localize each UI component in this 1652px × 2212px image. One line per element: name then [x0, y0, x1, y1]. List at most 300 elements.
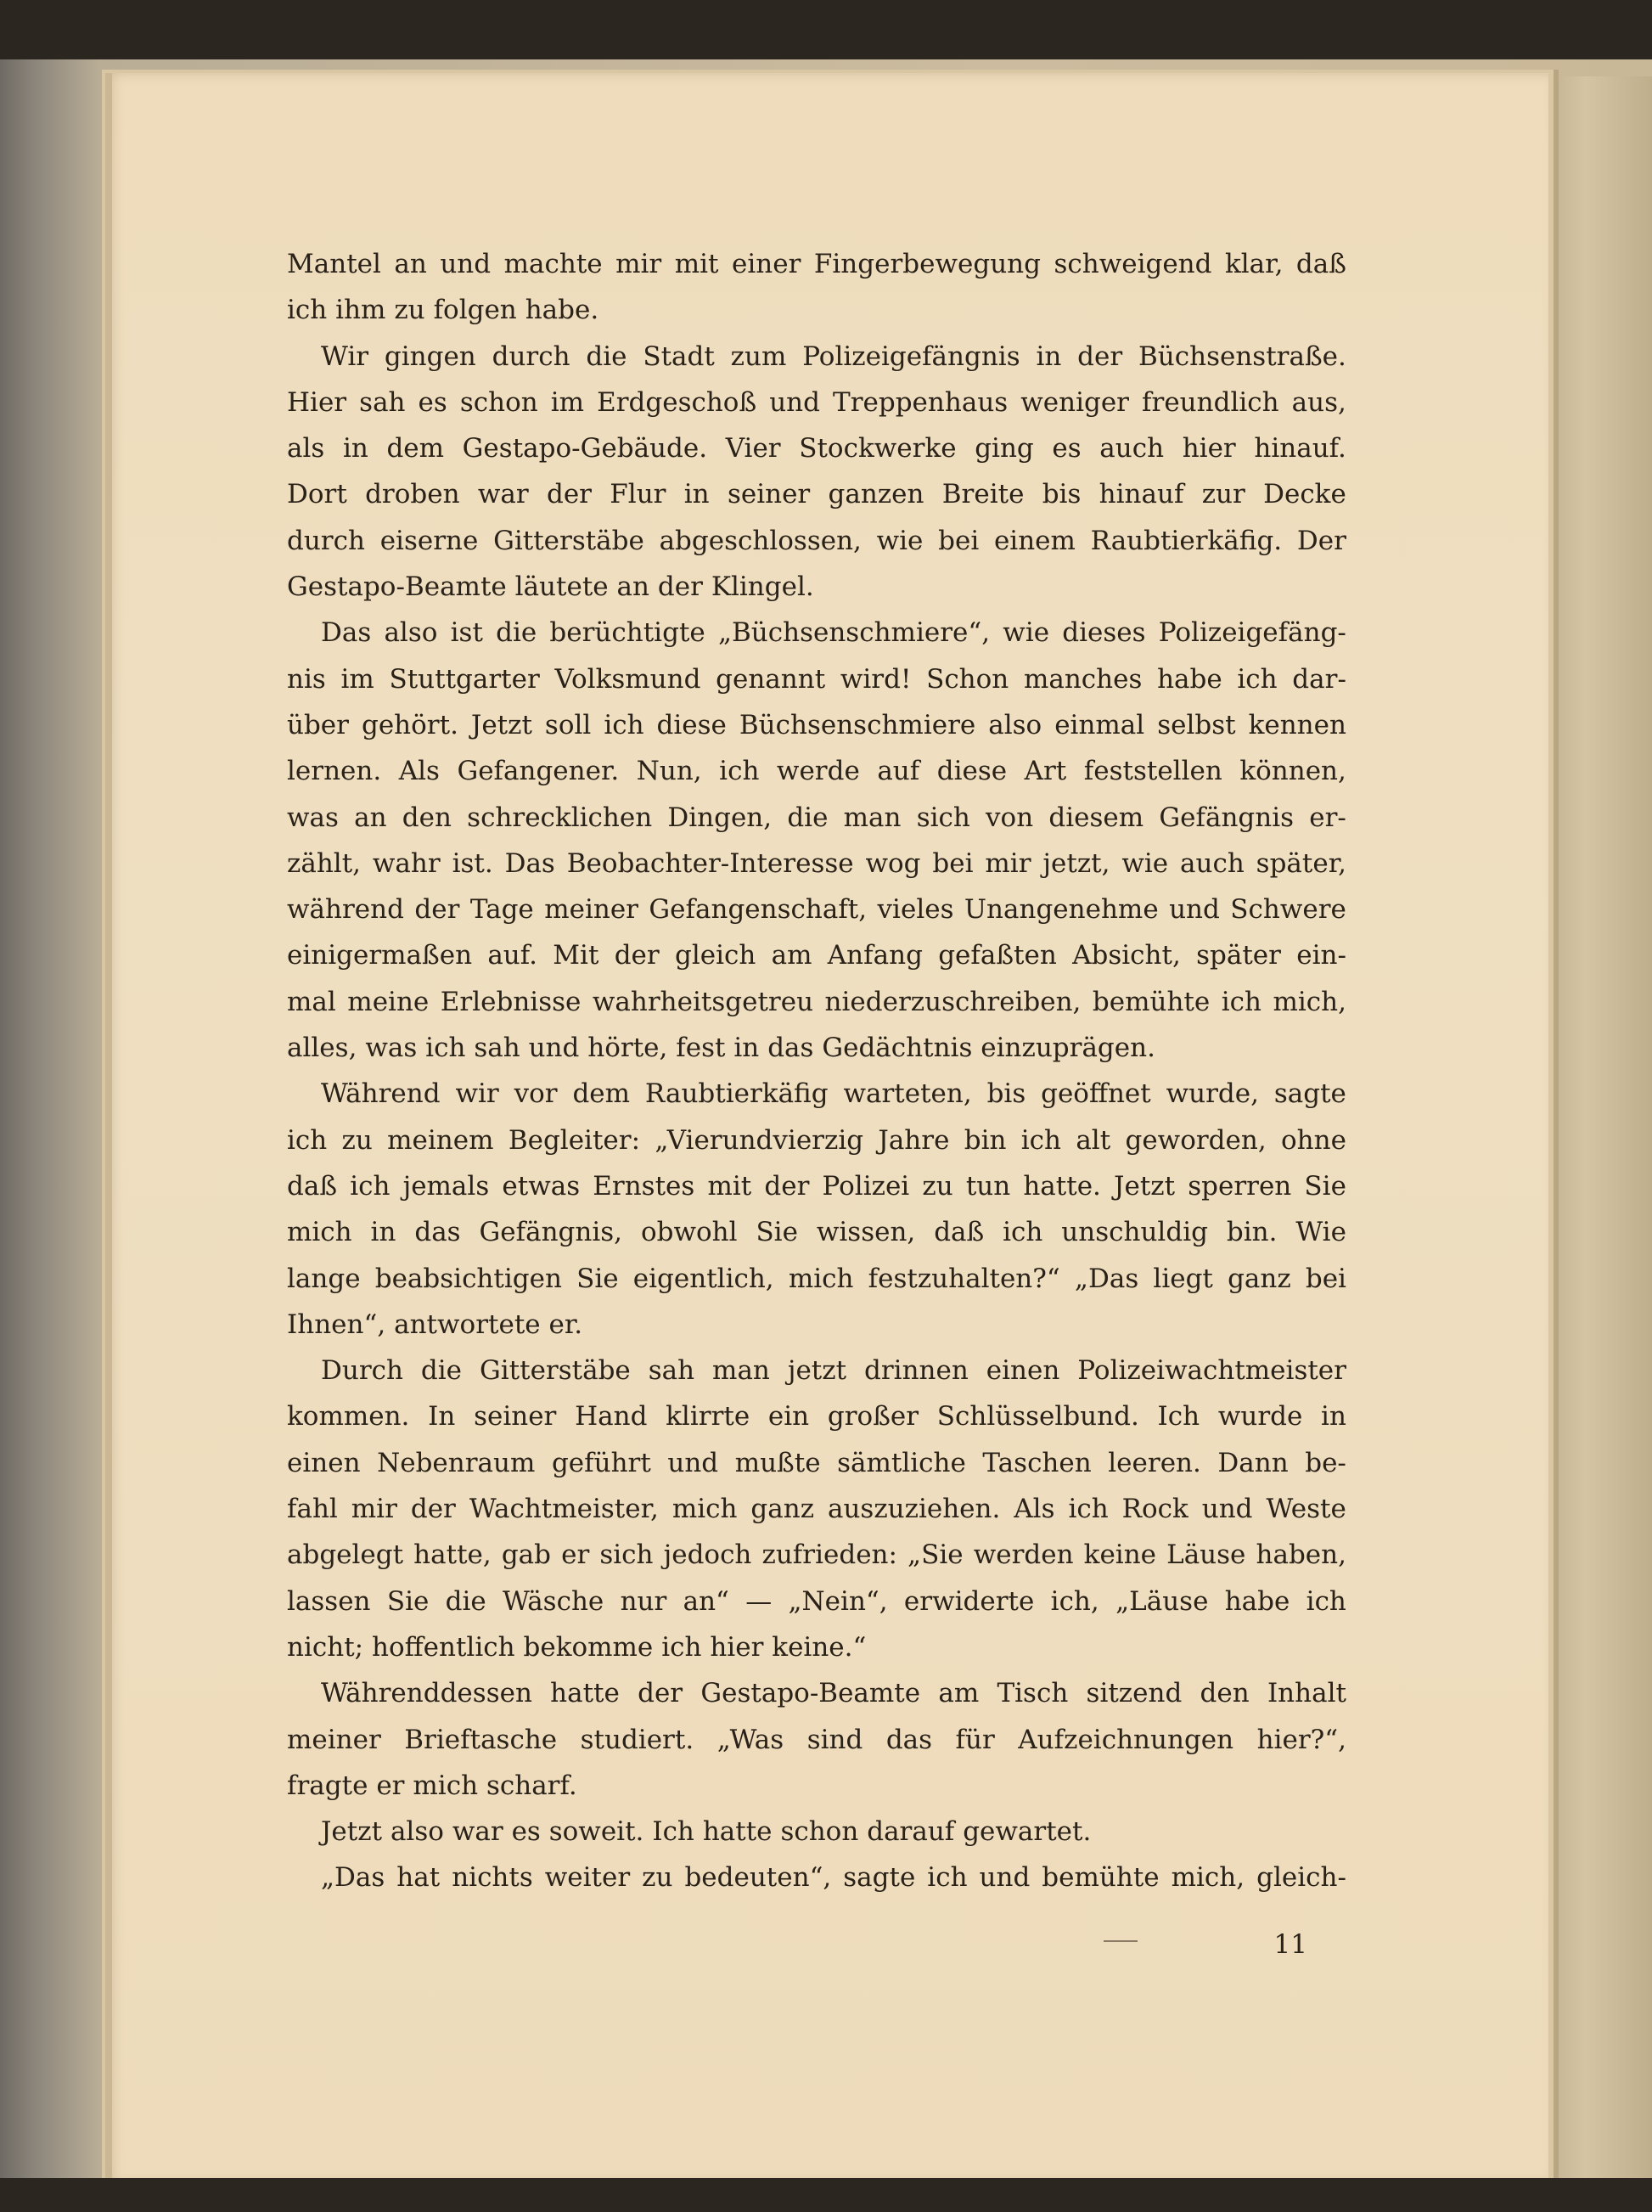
word: der [546, 479, 592, 510]
word: klar, [1224, 249, 1284, 279]
word: sagte [843, 1862, 916, 1894]
word: wird! [840, 663, 912, 695]
word: Erlebnisse [440, 986, 582, 1017]
text-line [287, 748, 1346, 794]
word: selbst [1157, 709, 1236, 740]
word: jetzt, [1042, 847, 1110, 879]
word: Mit [553, 940, 599, 971]
word: dieses [1062, 617, 1146, 649]
word: einzuprägen. [981, 1033, 1155, 1064]
word: es [1052, 433, 1082, 464]
word: Tisch [997, 1678, 1069, 1709]
word: bis [986, 1078, 1026, 1110]
text-line [287, 471, 1346, 517]
word: hat [396, 1862, 441, 1894]
text-line [287, 841, 1346, 886]
word: ganzen [828, 479, 924, 510]
word: dar- [1292, 663, 1346, 695]
word: Beobachter-Interesse [566, 847, 854, 879]
word: für [955, 1724, 995, 1755]
word: feststellen [1083, 756, 1222, 787]
word: wie [1121, 847, 1169, 879]
text-line [287, 1809, 1346, 1855]
word: fragte [287, 1770, 368, 1801]
word: soweit. [548, 1816, 644, 1848]
text-line [287, 795, 1346, 841]
word: ich [1221, 986, 1261, 1017]
word: einmal [1054, 709, 1145, 740]
word: fest [676, 1033, 726, 1064]
word: scharf. [486, 1770, 577, 1801]
word: weiter [544, 1862, 631, 1894]
word: keine [1083, 1539, 1157, 1571]
word: Erdgeschoß [597, 386, 757, 418]
word: am [938, 1678, 980, 1709]
word: schrecklichen [467, 802, 653, 833]
text-line [287, 1670, 1346, 1716]
word: tun [965, 1170, 1011, 1202]
word: geführt [551, 1447, 651, 1478]
word: durch [287, 525, 365, 556]
word: gab [501, 1539, 551, 1571]
word: Währenddessen [321, 1678, 532, 1709]
word: bei [932, 847, 974, 879]
word: Büchsenschmiere [739, 709, 976, 740]
word: Als [1014, 1494, 1055, 1525]
word: man [843, 802, 902, 833]
word: hörte, [587, 1033, 668, 1064]
word: Gedächtnis [822, 1033, 973, 1064]
word: er- [1309, 802, 1346, 833]
word: hoffentlich [372, 1631, 515, 1663]
word: Schon [926, 663, 1009, 695]
page-number: 11 [1273, 1929, 1307, 1960]
word: später [1196, 940, 1281, 971]
word: hinauf. [1254, 433, 1346, 464]
word: Wäsche [503, 1585, 604, 1617]
word: zu [341, 1124, 373, 1156]
word: wog [865, 847, 921, 879]
text-line [287, 564, 1346, 610]
word: Breite [941, 479, 1025, 510]
word: haben, [1256, 1539, 1346, 1571]
word: „Vierundvierzig [655, 1124, 864, 1156]
word: einer [732, 249, 801, 279]
word: und [528, 1033, 580, 1064]
word: der [1077, 341, 1123, 372]
word: hier [1182, 433, 1236, 464]
word: die [420, 1355, 463, 1387]
word: Durch [321, 1355, 403, 1387]
body-text [287, 241, 1346, 1901]
word: was [287, 802, 339, 833]
word: zu [394, 295, 425, 326]
word: sah [474, 1033, 520, 1064]
word: hatte [550, 1678, 620, 1709]
word: Als [398, 756, 440, 787]
word: etwas [502, 1170, 581, 1202]
word: gingen [384, 341, 476, 372]
word: — [745, 1585, 773, 1617]
word: Gefangenschaft, [649, 894, 868, 926]
word: Gefängnis [1159, 802, 1295, 833]
word: es [418, 386, 447, 418]
word: dem [386, 433, 445, 464]
word: bemühte [1092, 986, 1211, 1017]
word: unschuldig [1061, 1217, 1208, 1248]
word: Der [1296, 525, 1346, 556]
word: Hier [287, 386, 347, 418]
word: Gitterstäbe [493, 525, 644, 556]
word: diese [656, 709, 727, 740]
word: zum [730, 341, 787, 372]
word: Jetzt [1114, 1170, 1176, 1202]
word: an“ [683, 1585, 729, 1617]
text-line [287, 1717, 1346, 1763]
word: gefaßten [938, 940, 1057, 971]
word: den [402, 802, 452, 833]
word: leeren. [1108, 1447, 1201, 1478]
word: Jetzt [321, 1816, 383, 1848]
word: sagte [1273, 1078, 1346, 1110]
word: diesem [1048, 802, 1144, 833]
word: habe [1224, 1585, 1290, 1617]
word: ich [1306, 1585, 1346, 1617]
word: freundlich [1142, 386, 1279, 418]
word: bekomme [523, 1631, 654, 1663]
word: Polizeigefäng- [1158, 617, 1346, 649]
word: bis [1042, 479, 1082, 510]
word: habe. [525, 295, 599, 326]
word: ich [927, 1862, 968, 1894]
word: und [1169, 894, 1220, 926]
word: und [440, 249, 492, 279]
word: vieles [877, 894, 954, 926]
word: im [340, 663, 374, 695]
text-line [287, 1624, 1346, 1670]
word: ich [425, 1033, 466, 1064]
word: schweigend [1054, 249, 1212, 279]
word: das [767, 1033, 814, 1064]
word: ist. [452, 847, 493, 879]
word: an [354, 802, 387, 833]
word: also [988, 709, 1042, 740]
word: sind [806, 1724, 863, 1755]
page-gutter [105, 73, 112, 2183]
word: aus, [1291, 386, 1346, 418]
word: werden [973, 1539, 1074, 1571]
word: der [764, 1170, 810, 1202]
word: Jetzt [470, 709, 532, 740]
word: droben [365, 479, 460, 510]
word: daß [1295, 249, 1346, 279]
word: wurde [1217, 1401, 1303, 1432]
word: zu [922, 1170, 953, 1202]
word: kommen. [287, 1401, 410, 1432]
word: zufrieden: [761, 1539, 897, 1571]
text-line [287, 1532, 1346, 1578]
word: ihm [335, 295, 386, 326]
word: Aufzeichnungen [1018, 1724, 1234, 1755]
word: vor [514, 1078, 558, 1110]
word: die [586, 341, 627, 372]
word: mich [671, 1494, 738, 1525]
word: Flur [610, 479, 666, 510]
word: ich [1003, 1217, 1043, 1248]
text-line [287, 1393, 1346, 1439]
word: der [638, 1678, 683, 1709]
word: sitzend [1086, 1678, 1183, 1709]
word: eigentlich, [632, 1263, 774, 1294]
word: ein- [1296, 940, 1346, 971]
word: im [550, 386, 585, 418]
text-line [287, 1025, 1346, 1071]
word: war [452, 1816, 503, 1848]
text-line [287, 932, 1346, 978]
text-line [287, 1579, 1346, 1624]
text-line [287, 518, 1346, 564]
word: bei [938, 525, 980, 556]
word: sah [648, 1355, 695, 1387]
word: meiner [544, 894, 638, 926]
text-line [287, 1348, 1346, 1393]
word: Wie [1295, 1217, 1346, 1248]
word: bin [964, 1124, 1007, 1156]
text-line [287, 1071, 1346, 1117]
word: Stadt [643, 341, 715, 372]
word: Polizei [822, 1170, 910, 1202]
word: also [384, 617, 438, 649]
word: erwiderte [903, 1585, 1035, 1617]
word: in [733, 1033, 760, 1064]
word: ganz [750, 1494, 815, 1525]
word: mir [985, 847, 1031, 879]
text-line [287, 1209, 1346, 1255]
word: mir [615, 249, 662, 279]
word: „Das [1074, 1263, 1139, 1294]
word: schon [780, 1816, 859, 1848]
word: „Das [321, 1862, 385, 1894]
word: am [771, 940, 812, 971]
text-line [287, 425, 1346, 471]
word: „Nein“, [788, 1585, 888, 1617]
word: „Läuse [1115, 1585, 1209, 1617]
word: der [414, 894, 460, 926]
word: Wachtmeister, [469, 1494, 659, 1525]
word: wurde, [1166, 1078, 1259, 1110]
word: einen [287, 1447, 361, 1478]
word: Schwere [1230, 894, 1346, 926]
word: Polizeiwachtmeister [1077, 1355, 1346, 1387]
word: hier?“, [1256, 1724, 1346, 1755]
word: einem [993, 525, 1076, 556]
word: dem [572, 1078, 631, 1110]
text-line [287, 886, 1346, 932]
word: obwohl [640, 1217, 738, 1248]
word: ich [1020, 1124, 1062, 1156]
word: ich [350, 1170, 391, 1202]
word: meine [347, 986, 430, 1017]
word: niederzuschreiben, [824, 986, 1082, 1017]
word: Sie [1304, 1170, 1346, 1202]
word: und [979, 1862, 1031, 1894]
word: mußte [734, 1447, 821, 1478]
text-line [287, 287, 1346, 333]
text-line [287, 1117, 1346, 1163]
scan-background-bottom [0, 2178, 1652, 2212]
word: bin. [1226, 1217, 1278, 1248]
word: „Was [716, 1724, 784, 1755]
word: was [365, 1033, 418, 1064]
word: Gitterstäbe [479, 1355, 631, 1387]
word: mich [287, 1217, 352, 1248]
text-line [287, 702, 1346, 748]
word: Decke [1263, 479, 1346, 510]
word: Absicht, [1072, 940, 1181, 971]
word: ganz [1228, 1263, 1291, 1294]
word: Ich [1157, 1401, 1200, 1432]
word: daß [287, 1170, 338, 1202]
word: geöffnet [1041, 1078, 1151, 1110]
word: bei [1305, 1263, 1346, 1294]
word: sperren [1188, 1170, 1292, 1202]
text-line [287, 1486, 1346, 1532]
word: Treppenhaus [833, 386, 1009, 418]
word: ich [287, 1124, 328, 1156]
word: In [428, 1401, 456, 1432]
word: wie [1003, 617, 1050, 649]
word: abgelegt [287, 1539, 404, 1571]
text-line [287, 979, 1346, 1025]
word: diese [936, 756, 1008, 787]
word: einen [986, 1355, 1060, 1387]
word: liegt [1153, 1263, 1213, 1294]
word: ich [1237, 663, 1278, 695]
word: ich [661, 1631, 702, 1663]
word: Sie [386, 1585, 430, 1617]
word: Das [321, 617, 372, 649]
word: jedoch [663, 1539, 752, 1571]
word: meiner [287, 1724, 381, 1755]
word: warteten, [843, 1078, 972, 1110]
word: die [496, 617, 537, 649]
word: war [477, 479, 529, 510]
word: also [390, 1816, 444, 1848]
text-line [287, 380, 1346, 425]
word: hatte [702, 1816, 773, 1848]
word: sich [599, 1539, 654, 1571]
word: seiner [727, 479, 811, 510]
word: Schlüsselbund. [936, 1401, 1139, 1432]
word: schon [459, 386, 538, 418]
word: folgen [433, 295, 517, 326]
word: fahl [287, 1494, 338, 1525]
word: später, [1256, 847, 1346, 879]
word: und [667, 1447, 719, 1478]
word: die [445, 1585, 486, 1617]
word: Volksmund [554, 663, 701, 695]
word: man [712, 1355, 770, 1387]
word: mal [287, 986, 336, 1017]
word: Hand [575, 1401, 648, 1432]
word: während [287, 894, 404, 926]
word: Nun, [636, 756, 702, 787]
word: Das [504, 847, 555, 879]
word: Tage [469, 894, 534, 926]
word: der [614, 940, 660, 971]
text-line [287, 1302, 1346, 1348]
word: Anfang [827, 940, 923, 971]
word: auch [1180, 847, 1245, 879]
word: machte [503, 249, 603, 279]
word: lange [287, 1263, 361, 1294]
word: von [986, 802, 1034, 833]
word: Gefängnis, [479, 1217, 623, 1248]
word: Dingen, [667, 802, 773, 833]
word: festzuhalten?“ [868, 1263, 1060, 1294]
word: sich [916, 802, 970, 833]
word: läutete [514, 571, 609, 603]
word: „Büchsenschmiere“, [717, 617, 991, 649]
word: den [1200, 1678, 1250, 1709]
text-line [287, 656, 1346, 702]
word: die [787, 802, 829, 833]
word: Stuttgarter [389, 663, 540, 695]
word: Ich [652, 1816, 694, 1848]
word: keine.“ [772, 1631, 867, 1663]
word: ich [287, 295, 328, 326]
word: seiner [474, 1401, 557, 1432]
word: gehört. [361, 709, 458, 740]
word: zählt, [287, 847, 362, 879]
word: er. [548, 1309, 583, 1340]
word: der [410, 1494, 456, 1525]
word: das [885, 1724, 933, 1755]
word: werde [776, 756, 860, 787]
word: ich [1068, 1494, 1109, 1525]
word: wie [876, 525, 924, 556]
word: genannt [716, 663, 826, 695]
word: Ernstes [593, 1170, 695, 1202]
word: und [769, 386, 820, 418]
word: zur [1201, 479, 1245, 510]
word: bemühte [1042, 1862, 1160, 1894]
word: klirrte [666, 1401, 750, 1432]
word: an [394, 249, 427, 279]
word: Polizeigefängnis [802, 341, 1020, 372]
word: hier [710, 1631, 764, 1663]
word: auch [1099, 433, 1165, 464]
word: Sie [756, 1217, 798, 1248]
word: können, [1239, 756, 1346, 787]
word: als [287, 433, 325, 464]
word: lassen [287, 1585, 371, 1617]
word: Sie [576, 1263, 619, 1294]
word: eiserne [379, 525, 479, 556]
word: ich [719, 756, 760, 787]
word: der [657, 571, 703, 603]
word: wahr [372, 847, 441, 879]
word: meinem [387, 1124, 494, 1156]
word: auf. [487, 940, 537, 971]
word: jemals [402, 1170, 490, 1202]
word: Dann [1217, 1447, 1289, 1478]
word: Ihnen“, [287, 1309, 386, 1340]
word: ohne [1280, 1124, 1346, 1156]
text-line [287, 241, 1346, 287]
word: be- [1305, 1447, 1346, 1478]
word: Mantel [287, 249, 381, 279]
